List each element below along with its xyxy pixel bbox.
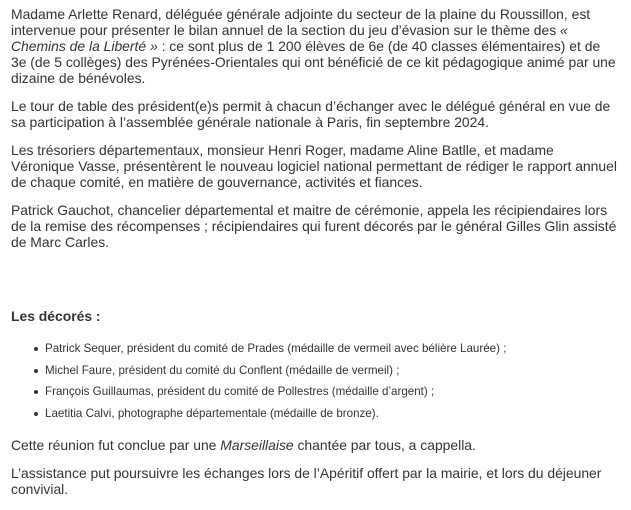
paragraph-bilan-text-2: : ce sont plus de 1 200 élèves de 6e (de 40 classes élémentaires) et de 3e (de 5 collèges) des Pyrénées-Orientales qui ont bénéficié de ce kit pédagogique animé par une dizaine de bénévoles. — [11, 38, 616, 86]
paragraph-ceremonie: Patrick Gauchot, chancelier départemental et maitre de cérémonie, appela les récipiendaires lors de la remise des récompenses ; récipiendaires qui furent décorés par le général Gilles Glin assisté de Marc Carles. — [11, 202, 617, 250]
paragraph-bilan — [11, 6, 619, 86]
paragraph-marseillaise-text-1: Cette réunion fut conclue par une — [11, 437, 221, 453]
paragraph-aperitif: L’assistance put poursuivre les échanges lors de l’Apéritif offert par la mairie, et lors du déjeuner convivial. — [11, 465, 602, 497]
list-item: François Guillaumas, président du comité de Pollestres (médaille d’argent) ; — [45, 381, 619, 403]
list-item: Laetitia Calvi, photographe départementale (médaille de bronze). — [45, 403, 619, 425]
decores-list-wrap — [11, 338, 619, 424]
list-item: Michel Faure, président du comité du Conflent (médaille de vermeil) ; — [45, 360, 619, 382]
theme-title: « Chemins de la Liberté » — [11, 22, 568, 54]
paragraph-marseillaise — [11, 437, 619, 453]
spacer — [11, 250, 619, 308]
paragraph-tour-de-table: Le tour de table des président(e)s permit à chacun d’échanger avec le délégué général en vue de sa participation à l’assemblée générale nationale à Paris, fin septembre 2024. — [11, 98, 611, 130]
paragraph-bilan-text-1: Madame Arlette Renard, déléguée générale adjointe du secteur de la plaine du Roussillon, est intervenue pour présenter le bilan annuel de la section du jeu d’évasion sur le thème des — [11, 6, 591, 38]
decores-heading: Les décorés : — [11, 308, 101, 324]
list-item: Patrick Sequer, président du comité de Prades (médaille de vermeil avec bélière Laurée) ; — [45, 338, 619, 360]
marseillaise-emphasis: Marseillaise — [220, 437, 294, 453]
paragraph-marseillaise-text-2: chantée par tous, a cappella. — [293, 437, 476, 453]
decores-list — [11, 338, 619, 424]
paragraph-tresoriers: Les trésoriers départementaux, monsieur Henri Roger, madame Aline Batlle, et madame Véronique Vasse, présentèrent le nouveau logiciel national permettant de rédiger le rapport annuel de chaque comité, en matière de gouvernance, activités et fiances. — [11, 142, 617, 190]
